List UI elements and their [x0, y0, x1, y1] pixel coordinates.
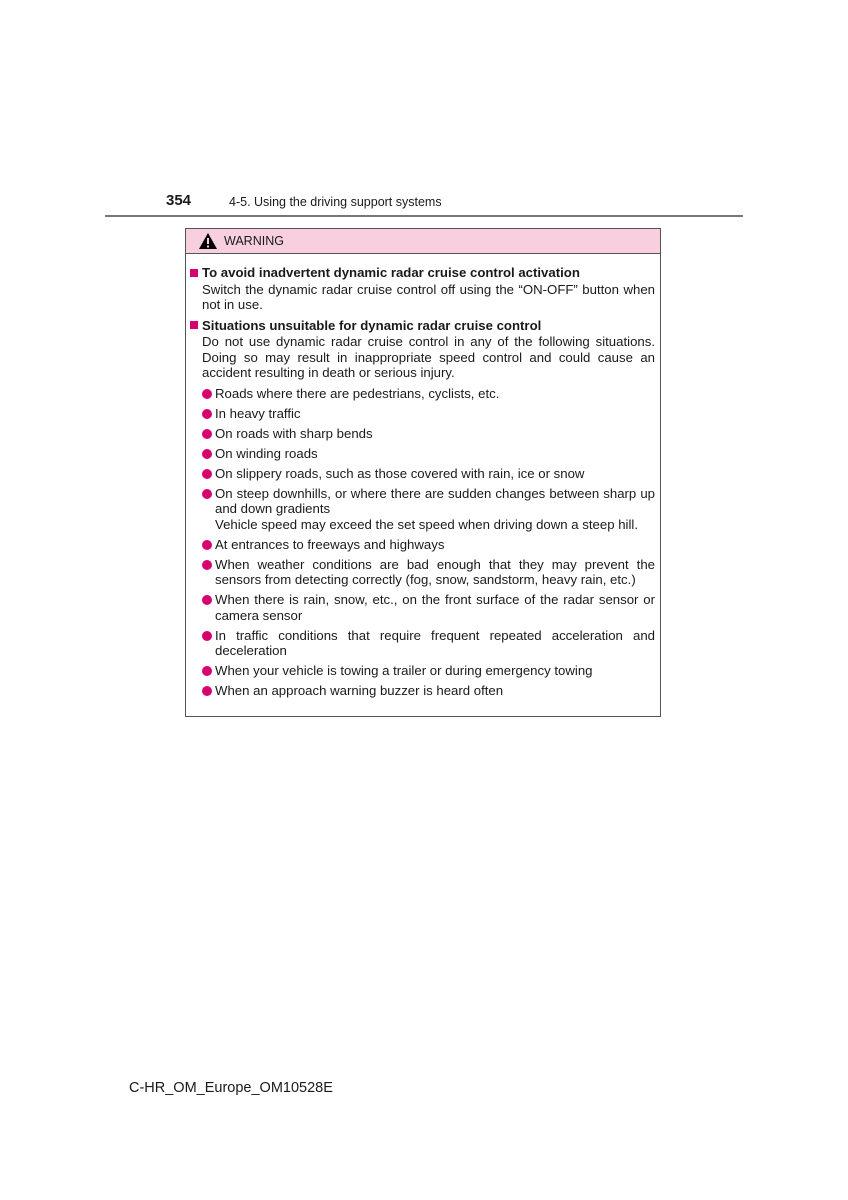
section-heading-text: To avoid inadvertent dynamic radar cruise control activation [202, 265, 580, 280]
list-item-text: On roads with sharp bends [215, 425, 373, 441]
list-item [202, 406, 655, 422]
square-bullet-icon [190, 269, 198, 277]
list-item-text: When an approach warning buzzer is heard often [215, 683, 504, 698]
list-item-text: At entrances to freeways and highways [215, 536, 445, 552]
bullet-dot-icon [202, 429, 212, 439]
bullet-dot-icon [202, 449, 212, 459]
bullet-dot-icon [202, 686, 212, 696]
list-item [202, 486, 655, 533]
list-item [202, 466, 655, 482]
list-item-text: On slippery roads, such as those covered with rain, ice or snow [215, 465, 585, 481]
list-item-text: When your vehicle is towing a trailer or during emergency towing [215, 663, 593, 678]
list-item-note: Vehicle speed may exceed the set speed when driving down a steep hill. [215, 516, 638, 532]
section-title: 4-5. Using the driving support systems [229, 195, 442, 209]
list-item [202, 592, 655, 623]
bullet-dot-icon [202, 631, 212, 641]
list-item-text: When there is rain, snow, etc., on the front surface of the radar sensor or camera sensor [215, 592, 655, 623]
bullet-dot-icon [202, 409, 212, 419]
list-item-text: In traffic conditions that require frequent repeated acceleration and deceleration [215, 627, 655, 658]
list-item-text: On winding roads [215, 445, 318, 461]
section-heading-text: Situations unsuitable for dynamic radar cruise control [202, 317, 542, 333]
warning-header [186, 229, 660, 254]
bullet-list [190, 386, 655, 699]
warning-label: WARNING [224, 233, 284, 248]
list-item [202, 557, 655, 588]
list-item-text: When weather conditions are bad enough that they may prevent the sensors from detecting correctly (fog, snow, sandstorm, heavy rain, etc.) [215, 556, 655, 587]
header-rule [105, 215, 743, 217]
bullet-dot-icon [202, 540, 212, 550]
section-text: Do not use dynamic radar cruise control in any of the following situations. Doing so may result in inappropriate speed control and could cause an accident resulting in death or serious injury. [202, 334, 655, 380]
warning-triangle-icon [198, 232, 218, 250]
list-item-text: In heavy traffic [215, 405, 301, 421]
warning-body [186, 254, 660, 699]
section-text: Switch the dynamic radar cruise control off using the “ON-OFF” button when not in use. [202, 281, 655, 312]
section-heading [190, 265, 655, 281]
list-item [202, 446, 655, 462]
square-bullet-icon [190, 321, 198, 329]
list-item [202, 386, 655, 402]
warning-section [190, 318, 655, 699]
bullet-dot-icon [202, 666, 212, 676]
document-code: C-HR_OM_Europe_OM10528E [129, 1080, 333, 1096]
list-item-content [215, 486, 655, 533]
bullet-dot-icon [202, 469, 212, 479]
warning-box [185, 228, 661, 717]
list-item-text: On steep downhills, or where there are sudden changes between sharp up and down gradients [215, 485, 655, 516]
page-number: 354 [166, 192, 192, 209]
list-item [202, 537, 655, 553]
list-item [202, 426, 655, 442]
bullet-dot-icon [202, 560, 212, 570]
list-item-text: Roads where there are pedestrians, cyclists, etc. [215, 385, 500, 401]
warning-section [190, 265, 655, 313]
list-item [202, 683, 655, 699]
list-item [202, 628, 655, 659]
section-heading [190, 318, 655, 334]
bullet-dot-icon [202, 389, 212, 399]
bullet-dot-icon [202, 489, 212, 499]
list-item [202, 663, 655, 679]
bullet-dot-icon [202, 595, 212, 605]
